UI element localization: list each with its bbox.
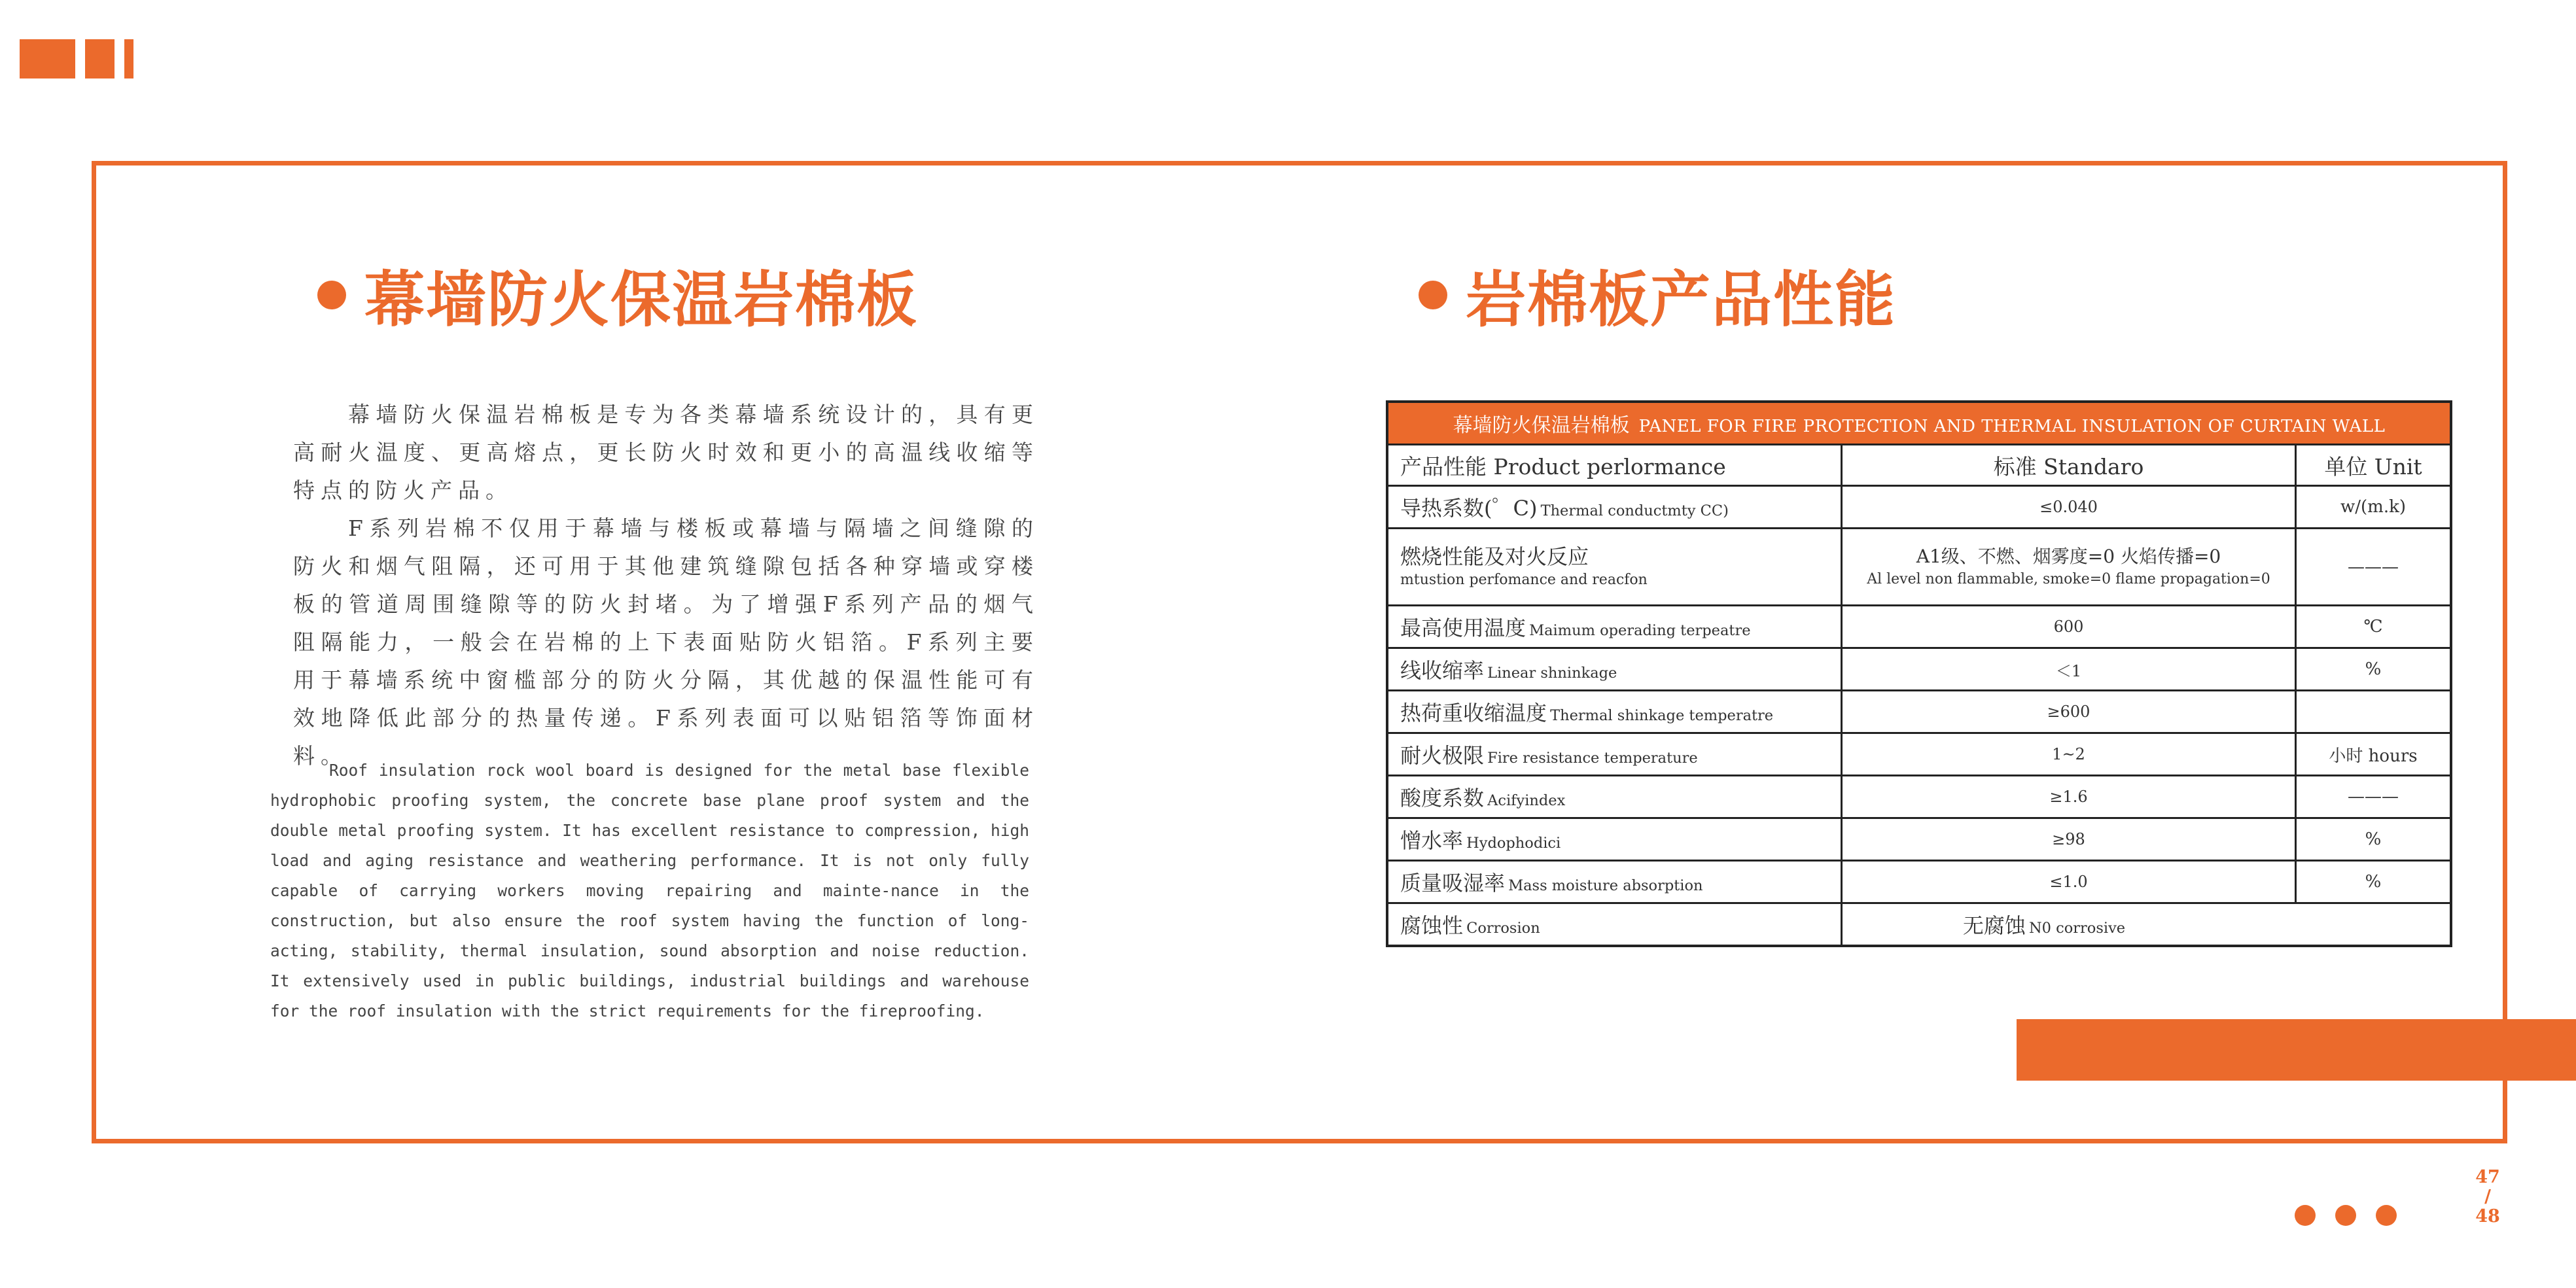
left-heading [317, 252, 918, 338]
table-row: 燃烧性能及对火反应 mtustion perfomance and reacfon A1级、不燃、烟雾度=0 火焰传播=0 Al level non flammable, smoke=0 flame propagation=0 ——— [1387, 529, 2451, 606]
en-paragraph: Roof insulation rock wool board is designed for the metal base flexible hydrophobic proofing system, the concrete base plane proof system and the double metal proofing system. It has excellent resistance to compression, high load and aging resistance and weathering performance. It is not only fully capable of carrying workers moving repairing and mainte-nance in the construction, but also ensure the roof system having the function of long-acting, stability, thermal insulation, sound absorption and noise reduction. It extensively used in public buildings, industrial buildings and warehouse for the roof insulation with the strict requirements for the fireproofing. [270, 761, 1029, 1020]
table-row: 质量吸湿率 Mass moisture absorption ≤1.0 % [1387, 861, 2451, 903]
table-title [1387, 402, 2451, 445]
page-total: 48 [2475, 1206, 2500, 1227]
bullet-dot-icon [317, 281, 346, 309]
dot-icon [2295, 1205, 2316, 1226]
bullet-dot-icon [1419, 281, 1447, 309]
dot-icon [2376, 1205, 2397, 1226]
table-title-row [1387, 402, 2451, 445]
english-description [270, 756, 1029, 1026]
table-row: 耐火极限 Fire resistance temperature 1~2 小时 hours [1387, 733, 2451, 776]
table-row: 导热系数(゜C) Thermal conductmty CC) ≤0.040 w/(m.k) [1387, 486, 2451, 529]
spec-table [1386, 400, 2452, 947]
table-row: 热荷重收缩温度 Thermal shinkage temperatre ≥600 [1387, 691, 2451, 733]
header-property: 产品性能 Product perlormance [1387, 445, 1842, 486]
table-row: 线收缩率 Linear shninkage ＜1 % [1387, 648, 2451, 691]
table-row: 最高使用温度 Maimum operading terpeatre 600 ℃ [1387, 606, 2451, 648]
page-current: 47 [2475, 1167, 2500, 1187]
dot-icon [2335, 1205, 2356, 1226]
right-heading [1419, 252, 1896, 338]
accent-bar [2017, 1019, 2576, 1081]
header-standard: 标准 Standaro [1842, 445, 2296, 486]
table-row: 腐蚀性 Corrosion 无腐蚀 N0 corrosive [1387, 903, 2451, 947]
header-unit: 单位 Unit [2296, 445, 2452, 486]
decor-block [124, 39, 133, 78]
decor-block [85, 39, 115, 78]
table-row: 憎水率 Hydophodici ≥98 % [1387, 818, 2451, 861]
zh-paragraph: 幕墙防火保温岩棉板是专为各类幕墙系统设计的，具有更高耐火温度、更高熔点，更长防火时效和更小的高温线收缩等特点的防火产品。 [293, 402, 1039, 503]
table-title-zh: 幕墙防火保温岩棉板 [1453, 414, 1630, 437]
page-number [2472, 1168, 2503, 1227]
decor-block [20, 39, 75, 78]
page-dots [2295, 1205, 2416, 1226]
table-header-row [1387, 445, 2451, 486]
page-separator: / [2484, 1187, 2491, 1207]
corrosion-value: 无腐蚀 N0 corrosive [1842, 903, 2452, 947]
corner-decoration [20, 39, 137, 78]
left-heading-text: 幕墙防火保温岩棉板 [364, 264, 919, 335]
table-title-en: PANEL FOR FIRE PROTECTION AND THERMAL INSULATION OF CURTAIN WALL [1638, 417, 2386, 436]
table-row: 酸度系数 Acifyindex ≥1.6 ——— [1387, 776, 2451, 818]
chinese-description [293, 396, 1039, 775]
zh-paragraph: F系列岩棉不仅用于幕墙与楼板或幕墙与隔墙之间缝隙的防火和烟气阻隔，还可用于其他建筑缝隙包括各种穿墙或穿楼板的管道周围缝隙等的防火封堵。为了增强F系列产品的烟气阻隔能力，一般会在岩棉的上下表面贴防火铝箔。F系列主要用于幕墙系统中窗槛部分的防火分隔，其优越的保温性能可有效地降低此部分的热量传递。F系列表面可以贴铝箔等饰面材料。 [293, 515, 1039, 769]
right-heading-text: 岩棉板产品性能 [1466, 264, 1897, 335]
